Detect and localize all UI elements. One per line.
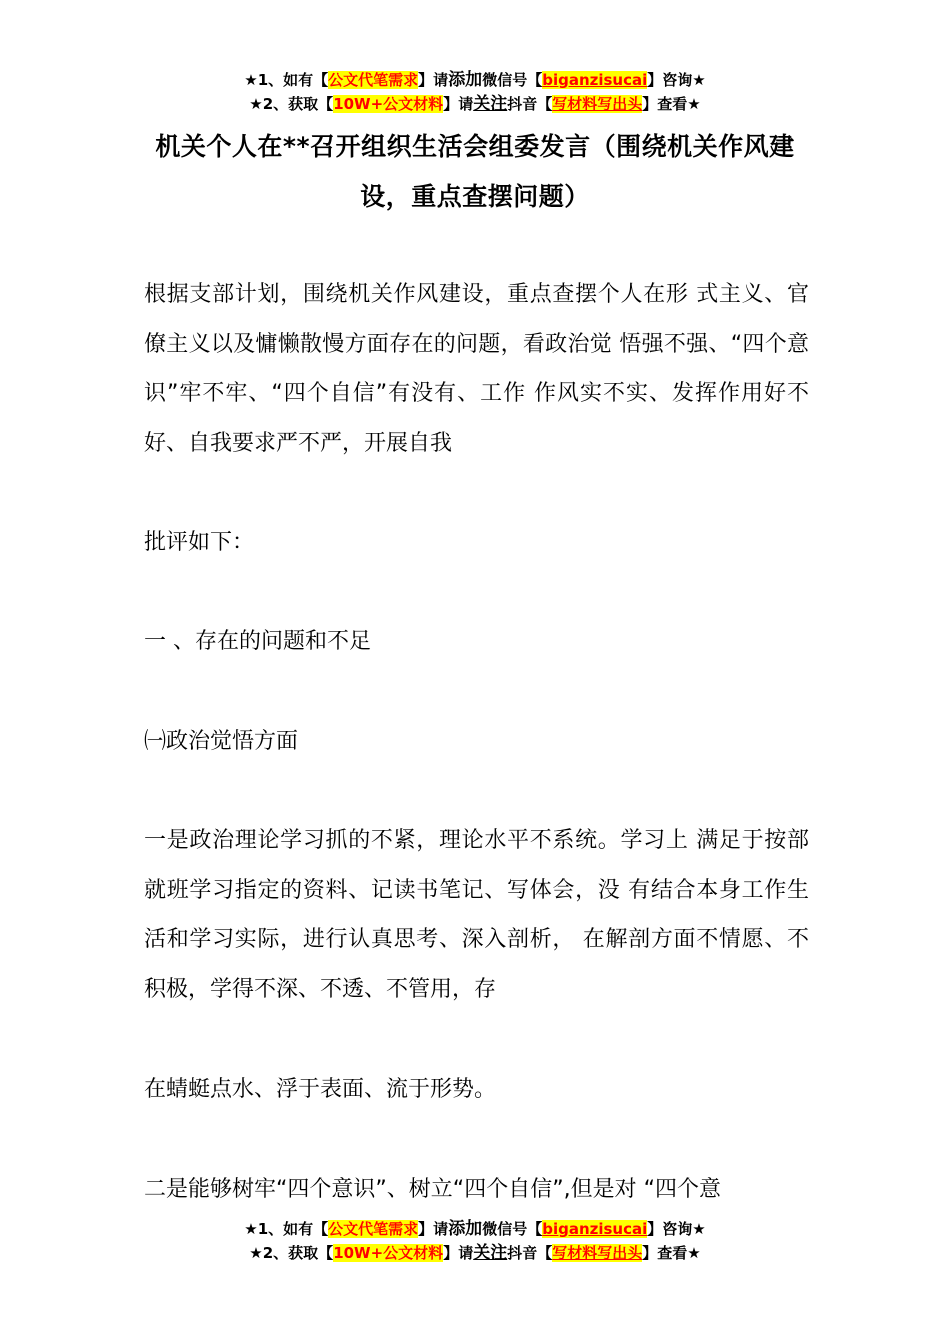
ad-text: 微信号【 <box>482 71 543 89</box>
ad-text: ★2、获取【 <box>249 95 334 113</box>
ad-text: 】咨询★ <box>647 71 706 89</box>
ad-text: ★1、如有【 <box>244 1220 329 1238</box>
ad-text: 】请 <box>443 95 474 113</box>
paragraph-criticism: 批评如下： <box>144 530 255 555</box>
paragraph-point-two: 二是能够树牢“四个意识”、树立“四个自信”,但是对 “四个意 <box>144 1177 721 1202</box>
ad-wechat-id: biganzisucai <box>542 1220 648 1238</box>
ad-text: 】查看★ <box>642 1244 701 1262</box>
ad-highlight-materials: 10W+公文材料 <box>333 95 444 113</box>
paragraph-point-one-cont: 在蜻蜓点水、浮于表面、流于形势。 <box>144 1077 497 1102</box>
ad-emphasis: 添加 <box>448 70 483 90</box>
ad-douyin-account: 写材料写出头 <box>552 1244 643 1262</box>
ad-emphasis: 关注 <box>473 1243 508 1263</box>
ad-highlight-service: 公文代笔需求 <box>328 1220 419 1238</box>
ad-text: 】请 <box>418 1220 449 1238</box>
ad-text: 抖音【 <box>507 95 553 113</box>
document-title: 机关个人在**召开组织生活会组委发言（围绕机关作风建设，重点查摆问题） <box>155 132 795 211</box>
header-ad <box>0 68 950 116</box>
ad-highlight-service: 公文代笔需求 <box>328 71 419 89</box>
ad-text: 】咨询★ <box>647 1220 706 1238</box>
ad-highlight-materials: 10W+公文材料 <box>333 1244 444 1262</box>
ad-emphasis: 添加 <box>448 1219 483 1239</box>
footer-ad <box>0 1217 950 1265</box>
subsection-heading-political: ㈠政治觉悟方面 <box>144 729 299 754</box>
ad-text: ★2、获取【 <box>249 1244 334 1262</box>
ad-emphasis: 关注 <box>473 94 508 114</box>
ad-text: 抖音【 <box>507 1244 553 1262</box>
ad-text: 】请 <box>443 1244 474 1262</box>
ad-text: 微信号【 <box>482 1220 543 1238</box>
footer-ad-line-2 <box>0 1241 950 1265</box>
section-heading-problems: 一 、存在的问题和不足 <box>144 629 371 654</box>
ad-text: ★1、如有【 <box>244 71 329 89</box>
ad-text: 】查看★ <box>642 95 701 113</box>
footer-ad-line-1 <box>0 1217 950 1241</box>
ad-wechat-id: biganzisucai <box>542 71 648 89</box>
ad-text: 】请 <box>418 71 449 89</box>
paragraph-point-one: 一是政治理论学习抓的不紧，理论水平不系统。学习上 满足于按部就班学习指定的资料、记读书笔记、写体会，没 有结合本身工作生活和学习实际，进行认真思考、深入剖析， 在解剖方面不情愿、不积极，学得不深、不透、不管用，存 <box>144 828 809 1002</box>
header-ad-line-1 <box>0 68 950 92</box>
paragraph-intro: 根据支部计划，围绕机关作风建设，重点查摆个人在形 式主义、官僚主义以及慵懒散慢方面存在的问题，看政治觉 悟强不强、“四个意识”牢不牢、“四个自信”有没有、工作 作风实不实、发挥作用好不好、自我要求严不严，开展自我 <box>144 282 809 456</box>
header-ad-line-2 <box>0 92 950 116</box>
ad-douyin-account: 写材料写出头 <box>552 95 643 113</box>
